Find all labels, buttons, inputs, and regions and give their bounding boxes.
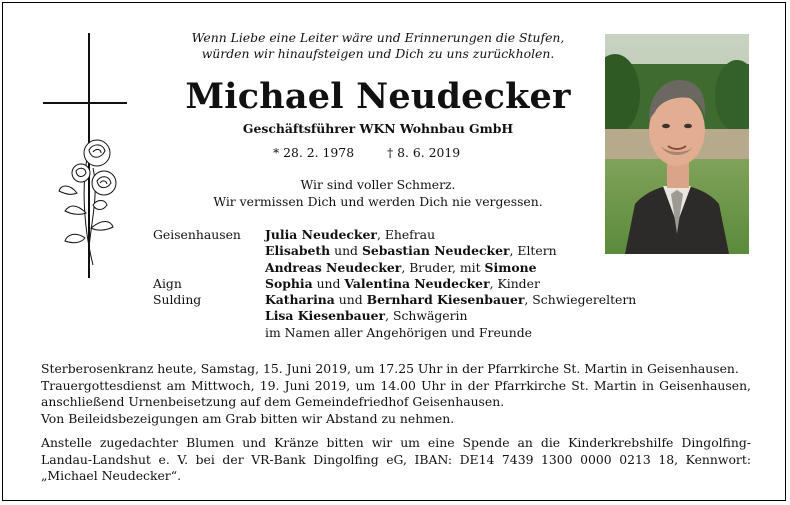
mourner-name: Andreas Neudecker: [265, 259, 402, 275]
mourner-relation: , Schwägerin: [385, 308, 468, 324]
place-name: Sulding: [153, 292, 202, 308]
mourner-name: Julia Neudecker: [265, 227, 377, 242]
donation-line: „Michael Neudecker“.: [41, 468, 182, 483]
mourner-name: Simone: [484, 259, 537, 275]
donation-line: Landau-Landshut e. V. bei der VR-Bank Dingolfing eG, IBAN: DE14 7439 1300 0000 0213 18, Kennwort:: [41, 451, 751, 467]
mourner-relation: , Kinder: [489, 275, 540, 291]
donation-line: Anstelle zugedachter Blumen und Kränze bitten wir um eine Spende an die Kinderkrebshilfe Dingolfing-: [41, 435, 751, 450]
service-details: [41, 361, 751, 411]
mourner-name: Elisabeth: [265, 243, 331, 259]
condolence-line: Von Beileidsbezeigungen am Grab bitten wir Abstand zu nehmen.: [41, 411, 455, 426]
mourner-relation: , Eltern: [509, 243, 557, 259]
cross-with-roses-icon: [41, 33, 131, 278]
mourning-message: [143, 177, 613, 210]
mourner-name: Valentina Neudecker: [344, 275, 490, 291]
portrait-photo: [605, 34, 749, 254]
deceased-role: Geschäftsführer WKN Wohnbau GmbH: [242, 121, 514, 136]
mourner-name: Sophia: [265, 275, 313, 291]
deceased-name: Michael Neudecker: [185, 76, 571, 117]
place-name: Geisenhausen: [153, 227, 241, 242]
death-date: † 8. 6. 2019: [387, 145, 461, 160]
quote-line: würden wir hinaufsteigen und Dich zu uns zurückholen.: [201, 46, 555, 61]
mourner-relation: , Schwiegereltern: [524, 292, 637, 308]
mourner-name: Sebastian Neudecker: [361, 243, 510, 259]
mourner-connector: und: [334, 292, 367, 308]
mourner-name: Lisa Kiesenbauer: [265, 308, 386, 324]
quote: [143, 30, 613, 62]
mourner-connector: und: [312, 275, 345, 291]
quote-line: Wenn Liebe eine Leiter wäre und Erinnerungen die Stufen,: [191, 30, 565, 45]
mourner-name: Bernhard Kiesenbauer: [366, 292, 525, 308]
service-line: anschließend Urnenbeisetzung auf dem Gemeindefriedhof Geisenhausen.: [41, 394, 505, 409]
donation-request: [41, 435, 751, 485]
mourner-name: Katharina: [265, 292, 335, 308]
service-line: Trauergottesdienst am Mittwoch, 19. Juni 2019, um 14.00 Uhr in der Pfarrkirche St. Martin in Geisenhausen,: [41, 377, 751, 393]
message-line: Wir sind voller Schmerz.: [300, 177, 456, 192]
mourner-connector: und: [330, 243, 362, 259]
place-name: Aign: [153, 275, 182, 291]
service-line: Sterberosenkranz heute, Samstag, 15. Juni 2019, um 17.25 Uhr in der Pfarrkirche St. Martin in Geisenhausen.: [41, 361, 739, 376]
mourner-closing: im Namen aller Angehörigen und Freunde: [265, 324, 532, 340]
mourner-relation: , Bruder, mit: [401, 259, 485, 275]
obituary-notice: [2, 2, 786, 501]
condolence-note: [41, 411, 751, 428]
mourner-relation: , Ehefrau: [376, 227, 436, 242]
message-line: Wir vermissen Dich und werden Dich nie vergessen.: [213, 193, 543, 209]
birth-date: * 28. 2. 1978: [273, 145, 355, 160]
